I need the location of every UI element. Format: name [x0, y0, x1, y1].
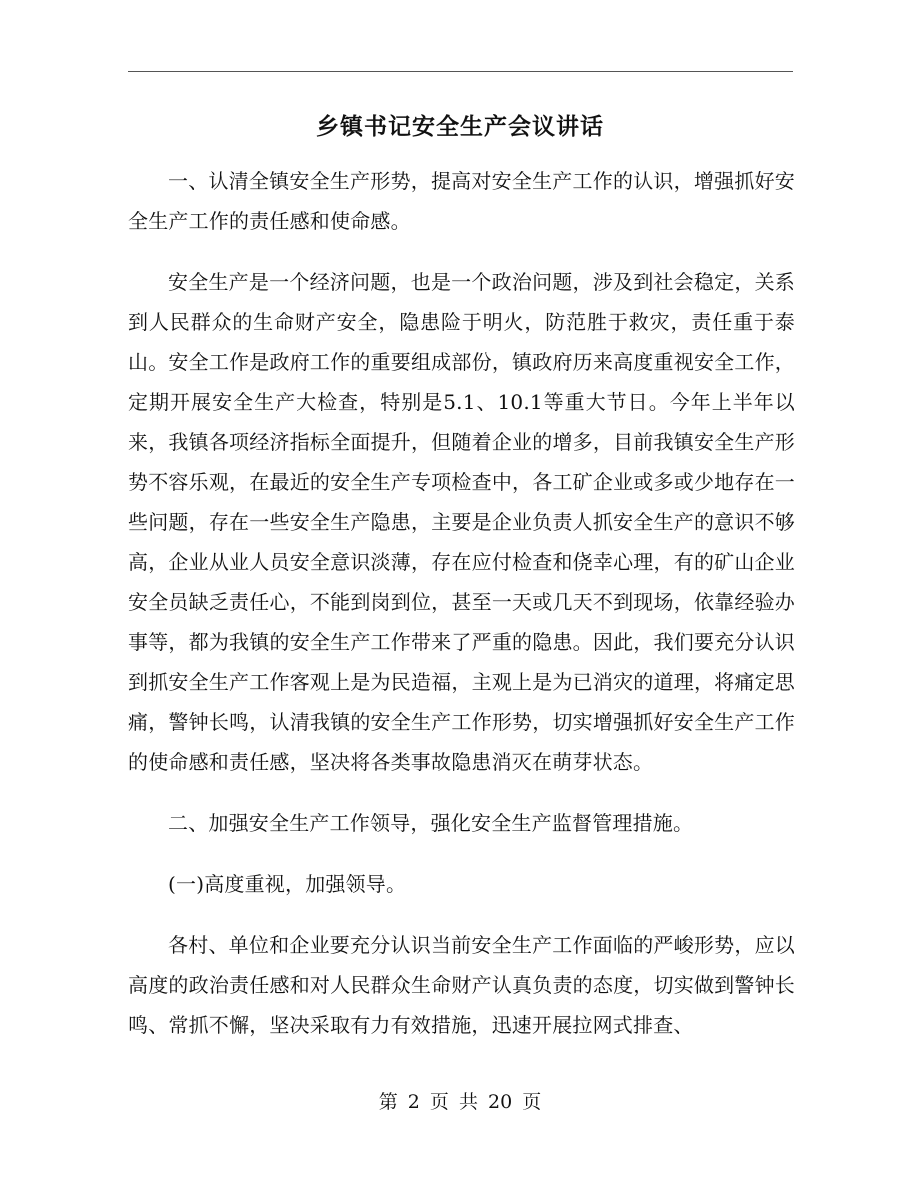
- page-number: 第 2 页 共 20 页: [378, 1091, 542, 1113]
- section-heading-2: 二、加强安全生产工作领导，强化安全生产监督管理措施。: [168, 811, 694, 835]
- subsection-heading-1: (一)高度重视，加强领导。: [168, 872, 407, 896]
- body-paragraph-2: 各村、单位和企业要充分认识当前安全生产工作面临的严峻形势，应以高度的政治责任感和对人民群众生命财产认真负责的态度，切实做到警钟长鸣、常抓不懈，坚决采取有力有效措施，迅速开展拉网式排查、: [128, 933, 795, 1037]
- section-heading-1: 一、认清全镇安全生产形势，提高对安全生产工作的认识，增强抓好安全生产工作的责任感和使命感。: [128, 169, 795, 233]
- header-rule: [128, 71, 793, 72]
- document-body: [128, 161, 795, 1066]
- body-paragraph-1: 安全生产是一个经济问题，也是一个政治问题，涉及到社会稳定，关系到人民群众的生命财产安全，隐患险于明火，防范胜于救灾，责任重于泰山。安全工作是政府工作的重要组成部份，镇政府历来高度重视安全工作，定期开展安全生产大检查，特别是5.1、10.1等重大节日。今年上半年以来，我镇各项经济指标全面提升，但随着企业的增多，目前我镇安全生产形势不容乐观，在最近的安全生产专项检查中，各工矿企业或多或少地存在一些问题，存在一些安全生产隐患，主要是企业负责人抓安全生产的意识不够高，企业从业人员安全意识淡薄，存在应付检查和侥幸心理，有的矿山企业安全员缺乏责任心，不能到岗到位，甚至一天或几天不到现场，依靠经验办事等，都为我镇的安全生产工作带来了严重的隐患。因此，我们要充分认识到抓安全生产工作客观上是为民造福，主观上是为已消灾的道理，将痛定思痛，警钟长鸣，认清我镇的安全生产工作形势，切实增强抓好安全生产工作的使命感和责任感，坚决将各类事故隐患消灭在萌芽状态。: [128, 270, 795, 774]
- document-title: 乡镇书记安全生产会议讲话: [316, 113, 604, 140]
